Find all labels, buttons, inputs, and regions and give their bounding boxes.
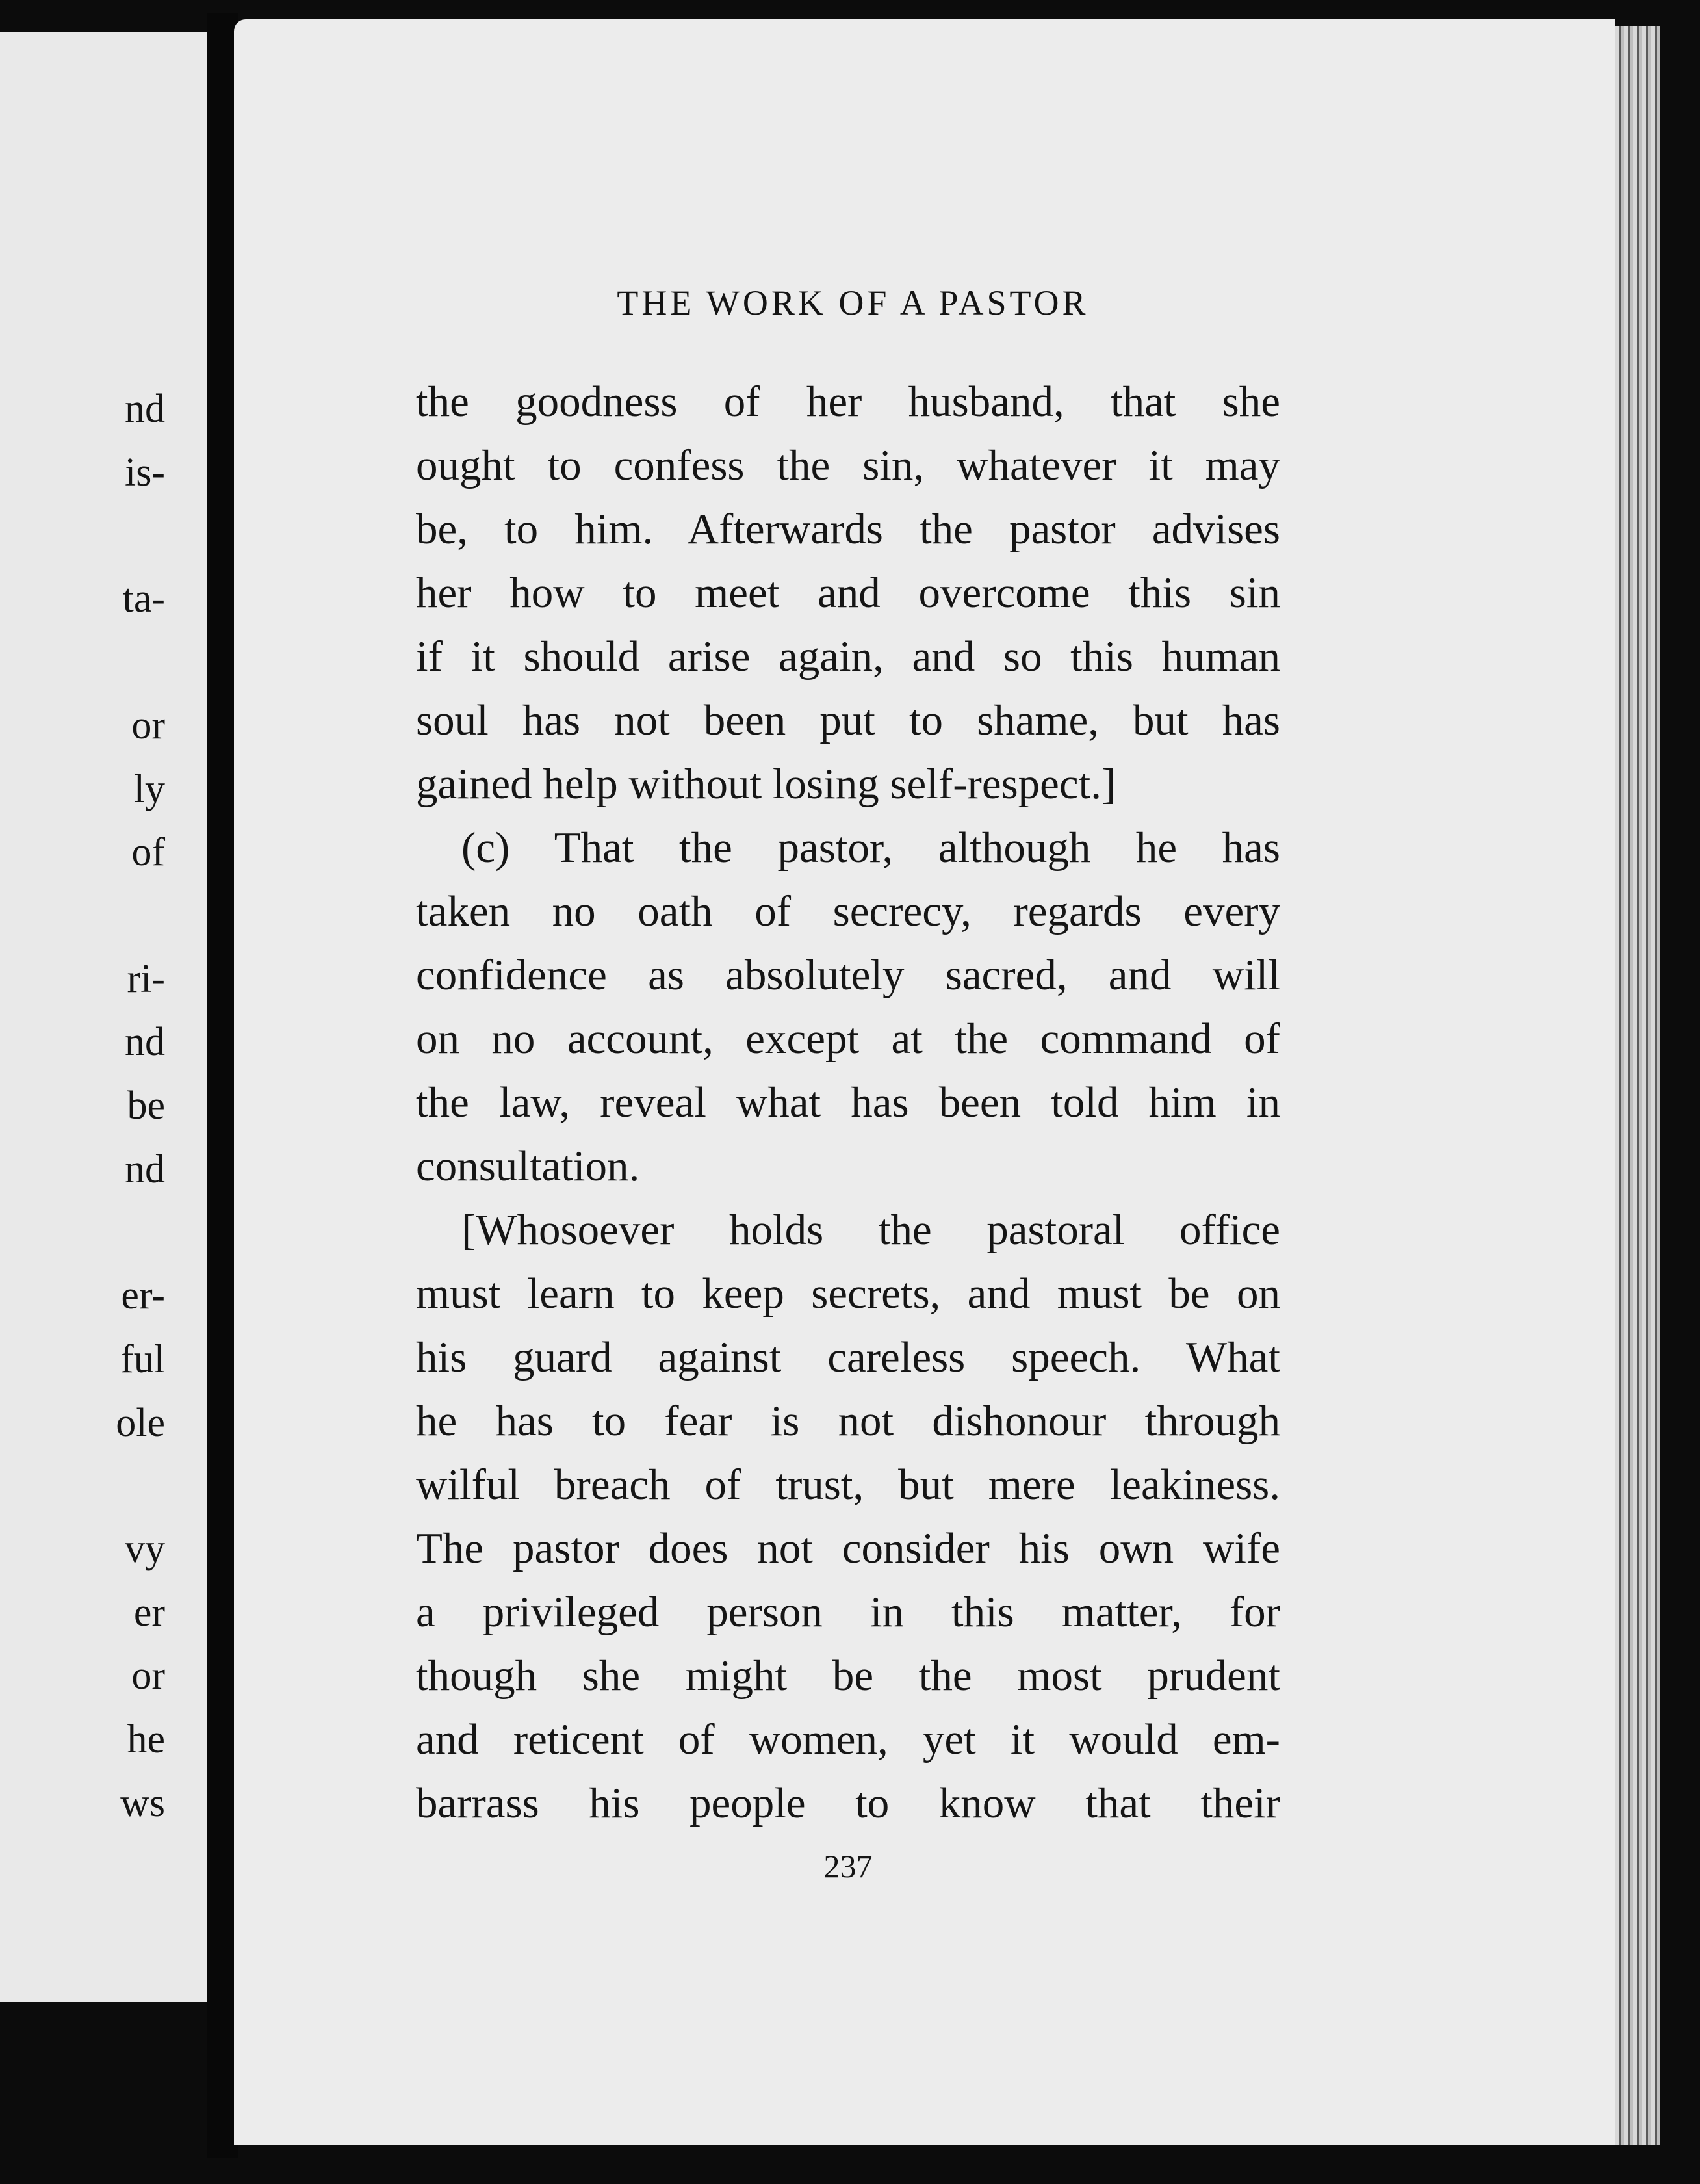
text-line: his guard against careless speech. What: [416, 1333, 1280, 1381]
text-line: her how to meet and overcome this sin: [416, 569, 1280, 617]
text-line: ought to confess the sin, whatever it may: [416, 441, 1280, 489]
left-fragment: or: [131, 1654, 165, 1698]
page-number: 237: [823, 1848, 873, 1884]
text-line: soul has not been put to shame, but has: [416, 696, 1280, 744]
text-line: wilful breach of trust, but mere leakiness.: [416, 1461, 1280, 1509]
left-fragment: nd: [125, 1020, 165, 1064]
left-fragment: ta-: [122, 577, 165, 621]
left-fragment: ly: [133, 767, 165, 811]
text-line: the law, reveal what has been told him in: [416, 1078, 1280, 1126]
text-line: [Whosoever holds the pastoral office: [461, 1206, 1280, 1254]
left-fragment: or: [131, 703, 165, 748]
text-line: he has to fear is not dishonour through: [416, 1397, 1280, 1445]
left-fragment: er-: [121, 1273, 165, 1318]
left-fragment: ole: [116, 1401, 165, 1445]
left-fragment: he: [127, 1717, 165, 1762]
left-fragment: of: [131, 830, 165, 874]
text-line: must learn to keep secrets, and must be on: [416, 1269, 1280, 1318]
text-line: taken no oath of secrecy, regards every: [416, 887, 1280, 935]
text-line: though she might be the most prudent: [416, 1652, 1280, 1700]
text-line: and reticent of women, yet it would em-: [416, 1715, 1280, 1763]
left-fragment: ri-: [127, 957, 165, 1001]
left-fragment: nd: [125, 387, 165, 431]
running-head: THE WORK OF A PASTOR: [617, 283, 1089, 322]
book-gutter: [207, 13, 238, 2158]
text-line: gained help without losing self-respect.]: [416, 760, 1116, 808]
text-line: (c) That the pastor, although he has: [461, 824, 1280, 872]
left-fragment: ws: [120, 1781, 165, 1825]
text-line: the goodness of her husband, that she: [416, 378, 1280, 426]
text-line: The pastor does not consider his own wife: [416, 1524, 1280, 1572]
text-line: be, to him. Afterwards the pastor advises: [416, 505, 1280, 553]
facing-page-left: [0, 32, 207, 2002]
left-fragment: is-: [125, 450, 165, 495]
left-fragment: ful: [120, 1337, 165, 1381]
text-line: on no account, except at the command of: [416, 1015, 1280, 1063]
left-fragment: er: [133, 1591, 165, 1635]
left-fragment: nd: [125, 1147, 165, 1191]
text-line: barrass his people to know that their: [416, 1779, 1280, 1827]
text-line: consultation.: [416, 1142, 640, 1190]
left-fragment: be: [127, 1084, 165, 1128]
text-line: if it should arise again, and so this human: [416, 632, 1280, 681]
left-fragment: vy: [125, 1527, 165, 1571]
text-line: confidence as absolutely sacred, and will: [416, 951, 1280, 999]
text-line: a privileged person in this matter, for: [416, 1588, 1280, 1636]
page-edges: [1615, 26, 1660, 2145]
